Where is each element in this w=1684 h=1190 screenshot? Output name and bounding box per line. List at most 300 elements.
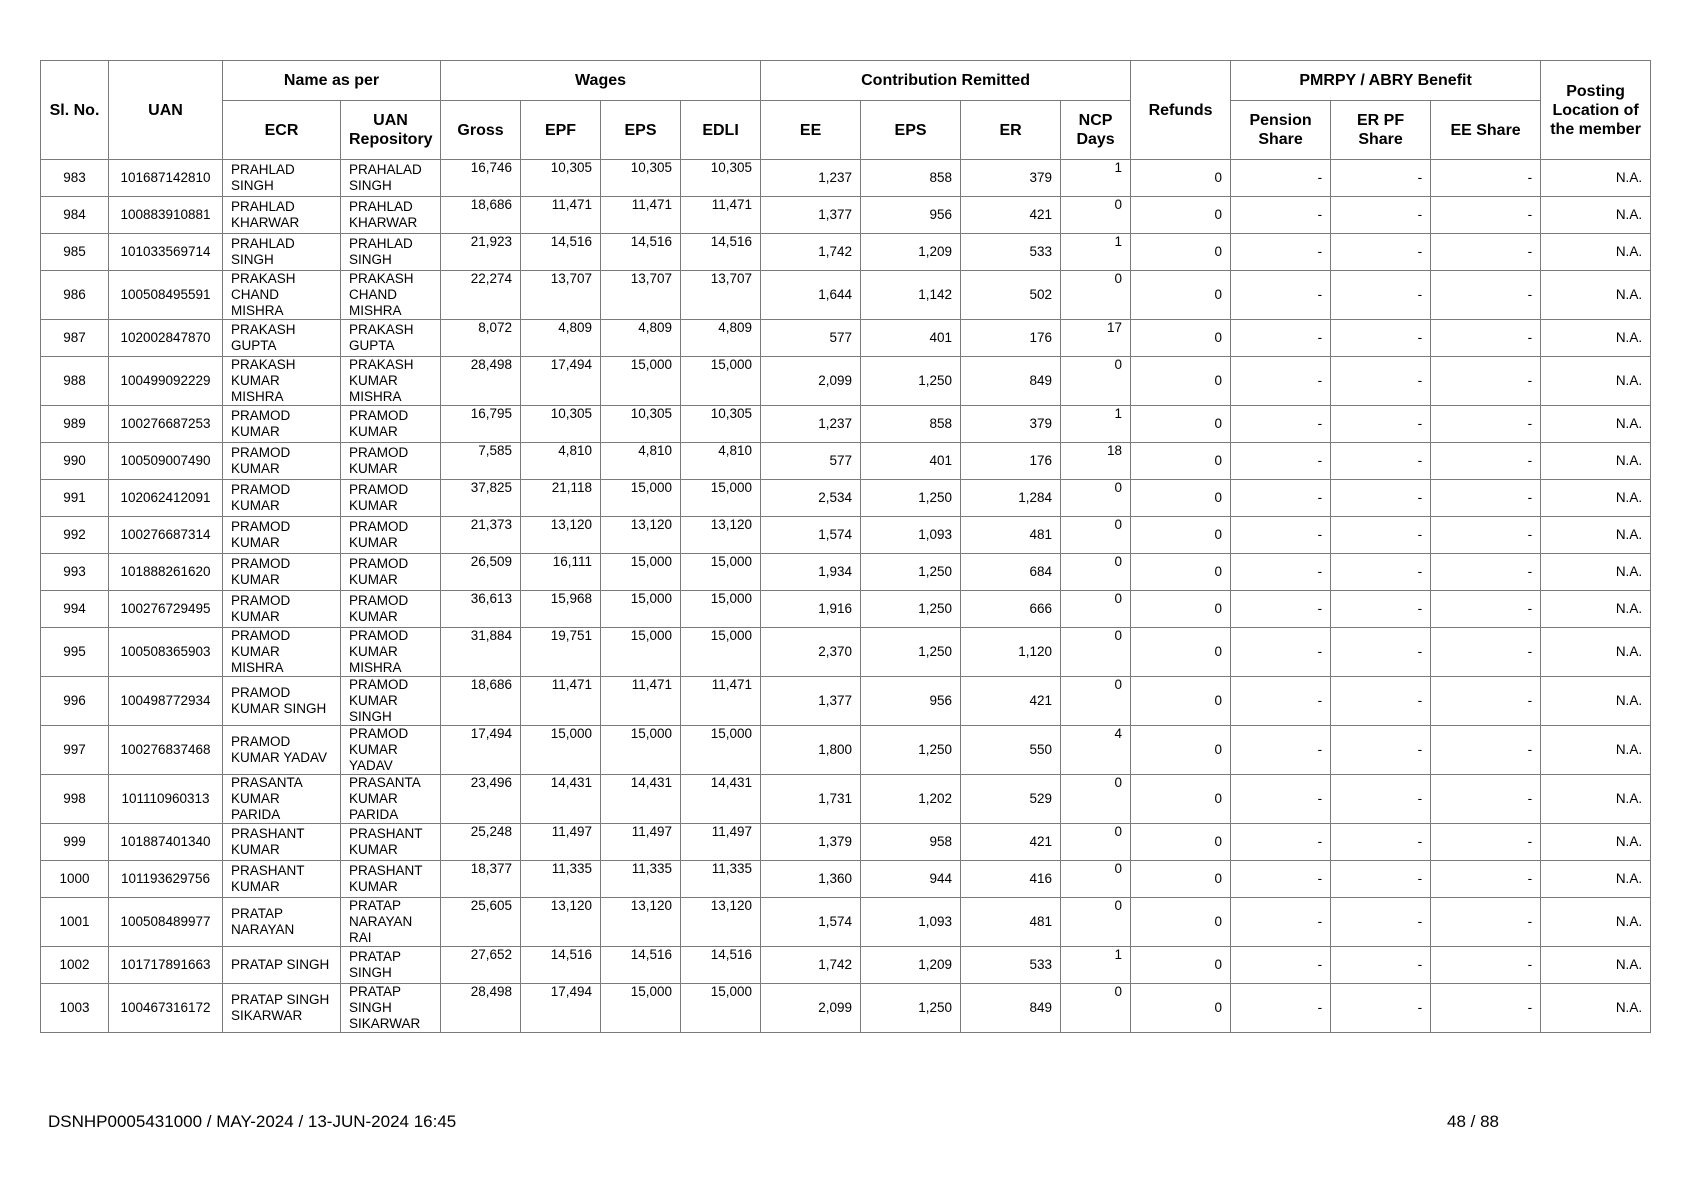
cell-posting-location: N.A. [1541,443,1651,480]
cell-pension-share: - [1231,726,1331,775]
cell-refunds: 0 [1131,898,1231,947]
cell-ncp-days: 17 [1061,320,1131,357]
cell-refunds: 0 [1131,480,1231,517]
cell-er-pf-share: - [1331,480,1431,517]
cell-uan: 101687142810 [109,160,223,197]
cell-gross: 27,652 [441,947,521,984]
cell-gross: 21,923 [441,234,521,271]
cell-sl-no: 983 [41,160,109,197]
header-eps: EPS [601,101,681,160]
header-er: ER [961,101,1061,160]
cell-edli: 11,335 [681,861,761,898]
cell-posting-location: N.A. [1541,234,1651,271]
cell-er-pf-share: - [1331,898,1431,947]
cell-edli: 15,000 [681,984,761,1033]
cell-pension-share: - [1231,861,1331,898]
cell-eps: 15,000 [601,591,681,628]
table-header [41,61,1651,160]
cell-uan: 100276837468 [109,726,223,775]
table-row [41,320,1651,357]
cell-sl-no: 1003 [41,984,109,1033]
cell-ee-share: - [1431,677,1541,726]
cell-uan: 100508365903 [109,628,223,677]
table-row [41,861,1651,898]
cell-posting-location: N.A. [1541,726,1651,775]
cell-posting-location: N.A. [1541,357,1651,406]
ecr-contribution-table [40,60,1651,1033]
cell-ee-share: - [1431,406,1541,443]
cell-er-pf-share: - [1331,554,1431,591]
cell-ecr-name: PRATAP NARAYAN [223,898,341,947]
cell-ecr-name: PRAMOD KUMAR SINGH [223,677,341,726]
cell-er: 529 [961,775,1061,824]
cell-ncp-days: 0 [1061,984,1131,1033]
cell-refunds: 0 [1131,824,1231,861]
cell-uan-repository-name: PRAHLAD SINGH [341,234,441,271]
cell-sl-no: 1001 [41,898,109,947]
cell-posting-location: N.A. [1541,591,1651,628]
cell-ee-share: - [1431,197,1541,234]
cell-uan-repository-name: PRASHANT KUMAR [341,861,441,898]
cell-ncp-days: 0 [1061,824,1131,861]
cell-posting-location: N.A. [1541,861,1651,898]
cell-ee: 1,377 [761,197,861,234]
cell-ee: 577 [761,320,861,357]
cell-sl-no: 989 [41,406,109,443]
cell-gross: 8,072 [441,320,521,357]
cell-er: 421 [961,677,1061,726]
cell-epf: 17,494 [521,357,601,406]
cell-refunds: 0 [1131,443,1231,480]
cell-refunds: 0 [1131,726,1231,775]
table-row [41,160,1651,197]
cell-er-pf-share: - [1331,984,1431,1033]
cell-er-pf-share: - [1331,726,1431,775]
cell-ecr-name: PRAKASH CHAND MISHRA [223,271,341,320]
cell-refunds: 0 [1131,554,1231,591]
cell-edli: 14,516 [681,947,761,984]
cell-posting-location: N.A. [1541,947,1651,984]
cell-er-pf-share: - [1331,824,1431,861]
cell-ee: 1,574 [761,898,861,947]
cell-ee: 2,099 [761,984,861,1033]
cell-ecr-name: PRAKASH KUMAR MISHRA [223,357,341,406]
cell-edli: 4,810 [681,443,761,480]
table-row [41,406,1651,443]
cell-ee: 1,237 [761,406,861,443]
cell-contribution-eps: 858 [861,160,961,197]
cell-uan-repository-name: PRAMOD KUMAR [341,406,441,443]
cell-er: 849 [961,984,1061,1033]
table-row [41,197,1651,234]
cell-uan: 102062412091 [109,480,223,517]
cell-ee-share: - [1431,628,1541,677]
cell-er: 502 [961,271,1061,320]
cell-gross: 25,248 [441,824,521,861]
cell-epf: 10,305 [521,160,601,197]
cell-ecr-name: PRASHANT KUMAR [223,861,341,898]
cell-refunds: 0 [1131,677,1231,726]
cell-ee-share: - [1431,517,1541,554]
table-row [41,271,1651,320]
cell-ncp-days: 18 [1061,443,1131,480]
cell-uan: 100276687253 [109,406,223,443]
cell-sl-no: 1002 [41,947,109,984]
cell-eps: 11,497 [601,824,681,861]
cell-gross: 37,825 [441,480,521,517]
cell-ee-share: - [1431,898,1541,947]
cell-contribution-eps: 1,250 [861,357,961,406]
cell-uan-repository-name: PRAMOD KUMAR YADAV [341,726,441,775]
cell-ecr-name: PRAMOD KUMAR [223,517,341,554]
cell-gross: 28,498 [441,357,521,406]
cell-er-pf-share: - [1331,197,1431,234]
cell-gross: 22,274 [441,271,521,320]
cell-er: 481 [961,898,1061,947]
cell-epf: 14,431 [521,775,601,824]
cell-sl-no: 986 [41,271,109,320]
cell-gross: 26,509 [441,554,521,591]
cell-pension-share: - [1231,984,1331,1033]
cell-gross: 31,884 [441,628,521,677]
cell-posting-location: N.A. [1541,160,1651,197]
cell-ee: 1,574 [761,517,861,554]
cell-posting-location: N.A. [1541,824,1651,861]
cell-epf: 13,120 [521,898,601,947]
cell-posting-location: N.A. [1541,677,1651,726]
cell-posting-location: N.A. [1541,320,1651,357]
cell-uan-repository-name: PRAMOD KUMAR MISHRA [341,628,441,677]
cell-contribution-eps: 1,250 [861,984,961,1033]
cell-gross: 16,795 [441,406,521,443]
cell-refunds: 0 [1131,271,1231,320]
cell-ee: 1,379 [761,824,861,861]
cell-er-pf-share: - [1331,443,1431,480]
cell-er: 684 [961,554,1061,591]
cell-ecr-name: PRASANTA KUMAR PARIDA [223,775,341,824]
cell-posting-location: N.A. [1541,480,1651,517]
cell-uan: 100467316172 [109,984,223,1033]
header-posting-location: Posting Location of the member [1541,61,1651,160]
cell-gross: 18,377 [441,861,521,898]
cell-contribution-eps: 401 [861,443,961,480]
cell-edli: 13,120 [681,898,761,947]
cell-contribution-eps: 1,250 [861,554,961,591]
cell-contribution-eps: 1,209 [861,234,961,271]
cell-ncp-days: 4 [1061,726,1131,775]
cell-contribution-eps: 944 [861,861,961,898]
cell-ncp-days: 0 [1061,197,1131,234]
cell-er-pf-share: - [1331,517,1431,554]
cell-contribution-eps: 401 [861,320,961,357]
cell-ecr-name: PRAHLAD SINGH [223,234,341,271]
cell-sl-no: 985 [41,234,109,271]
cell-uan: 101110960313 [109,775,223,824]
cell-uan: 101193629756 [109,861,223,898]
cell-sl-no: 1000 [41,861,109,898]
cell-ecr-name: PRAKASH GUPTA [223,320,341,357]
header-name-as-per: Name as per [223,61,441,101]
cell-pension-share: - [1231,234,1331,271]
cell-eps: 10,305 [601,160,681,197]
cell-sl-no: 994 [41,591,109,628]
cell-gross: 7,585 [441,443,521,480]
cell-ncp-days: 1 [1061,234,1131,271]
cell-edli: 14,516 [681,234,761,271]
cell-ee-share: - [1431,984,1541,1033]
cell-refunds: 0 [1131,320,1231,357]
cell-er: 176 [961,443,1061,480]
cell-posting-location: N.A. [1541,984,1651,1033]
cell-epf: 17,494 [521,984,601,1033]
cell-er: 416 [961,861,1061,898]
cell-er-pf-share: - [1331,591,1431,628]
cell-ee: 1,916 [761,591,861,628]
header-uan: UAN [109,61,223,160]
cell-contribution-eps: 1,093 [861,898,961,947]
cell-ncp-days: 0 [1061,898,1131,947]
cell-contribution-eps: 1,250 [861,726,961,775]
cell-er: 481 [961,517,1061,554]
cell-eps: 11,335 [601,861,681,898]
cell-ee: 1,934 [761,554,861,591]
cell-refunds: 0 [1131,517,1231,554]
cell-refunds: 0 [1131,984,1231,1033]
cell-eps: 14,516 [601,234,681,271]
cell-epf: 13,707 [521,271,601,320]
cell-edli: 15,000 [681,480,761,517]
cell-epf: 11,497 [521,824,601,861]
cell-er: 550 [961,726,1061,775]
table-row [41,234,1651,271]
cell-pension-share: - [1231,443,1331,480]
cell-ncp-days: 0 [1061,271,1131,320]
header-epf: EPF [521,101,601,160]
cell-ecr-name: PRATAP SINGH SIKARWAR [223,984,341,1033]
cell-epf: 19,751 [521,628,601,677]
cell-er: 533 [961,947,1061,984]
cell-eps: 15,000 [601,357,681,406]
cell-er-pf-share: - [1331,628,1431,677]
cell-pension-share: - [1231,591,1331,628]
cell-contribution-eps: 1,250 [861,480,961,517]
cell-ncp-days: 0 [1061,677,1131,726]
table-body [41,160,1651,1033]
cell-contribution-eps: 858 [861,406,961,443]
cell-ecr-name: PRASHANT KUMAR [223,824,341,861]
cell-gross: 18,686 [441,677,521,726]
cell-er: 1,284 [961,480,1061,517]
cell-sl-no: 992 [41,517,109,554]
cell-ncp-days: 1 [1061,947,1131,984]
table-row [41,775,1651,824]
cell-uan-repository-name: PRAKASH KUMAR MISHRA [341,357,441,406]
cell-edli: 15,000 [681,628,761,677]
cell-pension-share: - [1231,357,1331,406]
cell-er-pf-share: - [1331,271,1431,320]
table-row [41,726,1651,775]
cell-edli: 10,305 [681,406,761,443]
cell-epf: 11,335 [521,861,601,898]
cell-ecr-name: PRATAP SINGH [223,947,341,984]
cell-ecr-name: PRAMOD KUMAR [223,480,341,517]
cell-er: 421 [961,197,1061,234]
cell-eps: 11,471 [601,197,681,234]
header-edli: EDLI [681,101,761,160]
cell-edli: 10,305 [681,160,761,197]
cell-eps: 13,707 [601,271,681,320]
cell-eps: 15,000 [601,554,681,591]
header-pmrpy-abry-benefit: PMRPY / ABRY Benefit [1231,61,1541,101]
cell-ee: 2,534 [761,480,861,517]
header-contribution-eps: EPS [861,101,961,160]
cell-er-pf-share: - [1331,406,1431,443]
cell-sl-no: 991 [41,480,109,517]
cell-eps: 4,809 [601,320,681,357]
cell-refunds: 0 [1131,406,1231,443]
cell-pension-share: - [1231,947,1331,984]
cell-edli: 15,000 [681,554,761,591]
cell-ecr-name: PRAMOD KUMAR MISHRA [223,628,341,677]
cell-er-pf-share: - [1331,861,1431,898]
cell-epf: 14,516 [521,234,601,271]
cell-sl-no: 997 [41,726,109,775]
cell-ee-share: - [1431,234,1541,271]
cell-pension-share: - [1231,898,1331,947]
cell-pension-share: - [1231,775,1331,824]
cell-refunds: 0 [1131,628,1231,677]
table-row [41,443,1651,480]
cell-ncp-days: 0 [1061,554,1131,591]
cell-eps: 11,471 [601,677,681,726]
cell-ee-share: - [1431,554,1541,591]
cell-ee-share: - [1431,271,1541,320]
cell-pension-share: - [1231,554,1331,591]
cell-sl-no: 990 [41,443,109,480]
cell-uan: 101888261620 [109,554,223,591]
cell-gross: 25,605 [441,898,521,947]
cell-ee: 1,742 [761,234,861,271]
cell-edli: 11,471 [681,677,761,726]
cell-er: 533 [961,234,1061,271]
cell-uan: 101887401340 [109,824,223,861]
cell-edli: 11,497 [681,824,761,861]
cell-ee: 1,377 [761,677,861,726]
table-row [41,984,1651,1033]
cell-sl-no: 984 [41,197,109,234]
cell-pension-share: - [1231,197,1331,234]
cell-er: 421 [961,824,1061,861]
cell-epf: 4,809 [521,320,601,357]
cell-er-pf-share: - [1331,234,1431,271]
cell-ee-share: - [1431,443,1541,480]
cell-er: 1,120 [961,628,1061,677]
cell-ecr-name: PRAMOD KUMAR [223,443,341,480]
cell-refunds: 0 [1131,357,1231,406]
cell-ee-share: - [1431,591,1541,628]
cell-sl-no: 988 [41,357,109,406]
cell-er: 379 [961,406,1061,443]
table-row [41,357,1651,406]
cell-er: 176 [961,320,1061,357]
cell-uan-repository-name: PRAHLAD KHARWAR [341,197,441,234]
cell-er: 849 [961,357,1061,406]
cell-uan-repository-name: PRAMOD KUMAR [341,443,441,480]
cell-uan: 100508489977 [109,898,223,947]
cell-ee: 2,370 [761,628,861,677]
cell-contribution-eps: 1,250 [861,628,961,677]
cell-edli: 15,000 [681,591,761,628]
cell-gross: 17,494 [441,726,521,775]
cell-ee-share: - [1431,357,1541,406]
cell-uan-repository-name: PRAMOD KUMAR [341,554,441,591]
cell-ee-share: - [1431,320,1541,357]
header-refunds: Refunds [1131,61,1231,160]
cell-uan-repository-name: PRAMOD KUMAR SINGH [341,677,441,726]
cell-eps: 15,000 [601,984,681,1033]
cell-uan-repository-name: PRAHALAD SINGH [341,160,441,197]
table-row [41,591,1651,628]
cell-gross: 23,496 [441,775,521,824]
cell-eps: 14,431 [601,775,681,824]
cell-uan: 100883910881 [109,197,223,234]
table-row [41,554,1651,591]
cell-contribution-eps: 1,142 [861,271,961,320]
table-row [41,480,1651,517]
cell-ncp-days: 1 [1061,406,1131,443]
header-wages: Wages [441,61,761,101]
header-ncp-days: NCP Days [1061,101,1131,160]
cell-uan: 102002847870 [109,320,223,357]
cell-ee: 1,644 [761,271,861,320]
cell-eps: 15,000 [601,480,681,517]
cell-uan-repository-name: PRAKASH CHAND MISHRA [341,271,441,320]
cell-edli: 4,809 [681,320,761,357]
cell-edli: 15,000 [681,357,761,406]
cell-ee: 1,360 [761,861,861,898]
cell-uan: 100498772934 [109,677,223,726]
cell-posting-location: N.A. [1541,197,1651,234]
cell-epf: 16,111 [521,554,601,591]
cell-contribution-eps: 958 [861,824,961,861]
header-er-pf-share: ER PF Share [1331,101,1431,160]
cell-pension-share: - [1231,160,1331,197]
cell-ee-share: - [1431,824,1541,861]
cell-ncp-days: 0 [1061,775,1131,824]
table-row [41,824,1651,861]
cell-ee-share: - [1431,947,1541,984]
header-ee: EE [761,101,861,160]
cell-edli: 15,000 [681,726,761,775]
cell-contribution-eps: 1,250 [861,591,961,628]
cell-uan: 101033569714 [109,234,223,271]
cell-epf: 15,968 [521,591,601,628]
cell-contribution-eps: 1,209 [861,947,961,984]
cell-uan: 100508495591 [109,271,223,320]
cell-ee: 577 [761,443,861,480]
cell-ncp-days: 0 [1061,480,1131,517]
cell-ee: 1,800 [761,726,861,775]
cell-ee-share: - [1431,775,1541,824]
cell-refunds: 0 [1131,591,1231,628]
cell-er-pf-share: - [1331,677,1431,726]
cell-pension-share: - [1231,628,1331,677]
cell-gross: 16,746 [441,160,521,197]
cell-er-pf-share: - [1331,947,1431,984]
cell-ecr-name: PRAMOD KUMAR [223,406,341,443]
cell-sl-no: 998 [41,775,109,824]
cell-refunds: 0 [1131,947,1231,984]
